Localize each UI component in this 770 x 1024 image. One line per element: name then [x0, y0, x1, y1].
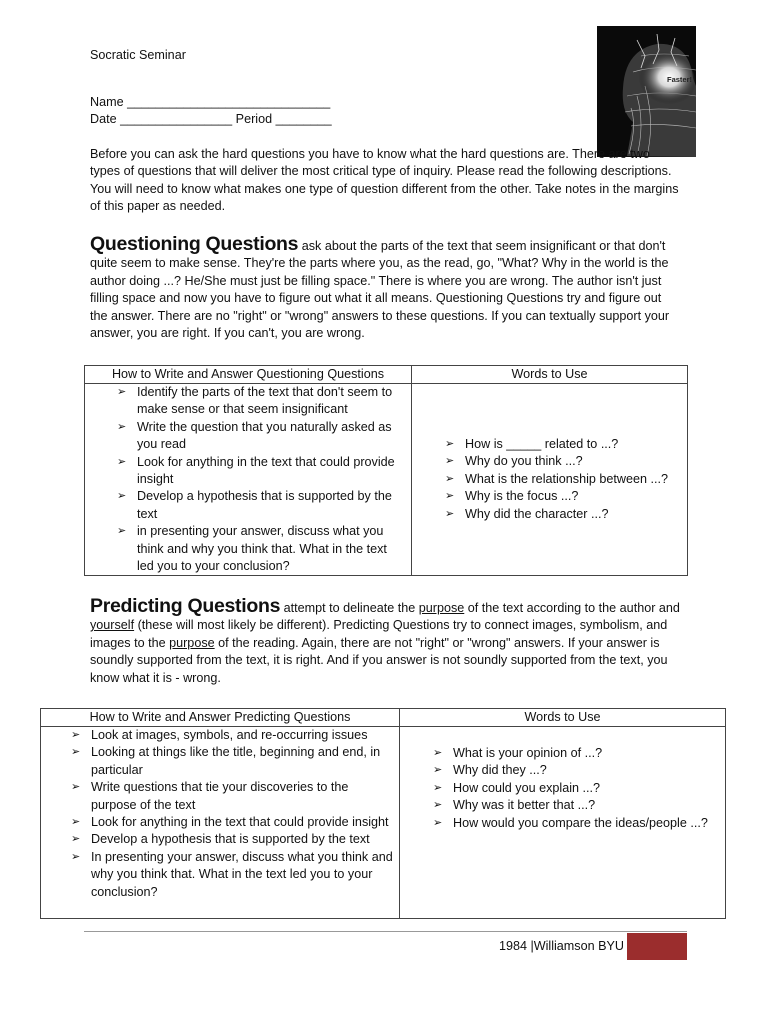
arrowhead-bullet-icon: ➢	[71, 850, 81, 863]
date-label: Date	[90, 112, 121, 126]
list-item: ➢ Look for anything in the text that could provide insight	[67, 814, 393, 831]
arrowhead-bullet-icon: ➢	[433, 764, 443, 777]
period-label: Period	[232, 112, 276, 126]
intro-paragraph: Before you can ask the hard questions you have to know what the hard questions are. There are two types of questions that will deliver the most critical type of inquiry. Please read the following descriptions. You will need to know what makes one type of question different from the other. Take notes in the margins of this paper as needed.	[90, 147, 679, 214]
arrowhead-bullet-icon: ➢	[445, 438, 455, 450]
predicting-table	[40, 708, 726, 919]
list-item: ➢ Look for anything in the text that could provide insight	[117, 454, 395, 487]
list-item: ➢ Looking at things like the title, beginning and end, in particular	[71, 745, 381, 777]
list-item: ➢ Write questions that tie your discoveries to the purpose of the text	[71, 780, 349, 812]
list-item: ➢ What is your opinion of ...?	[429, 745, 723, 762]
arrowhead-bullet-icon: ➢	[117, 525, 127, 538]
footer-rule	[84, 931, 687, 932]
list-item: ➢ Why is the focus ...?	[441, 488, 685, 505]
brain-head-image	[597, 26, 696, 157]
arrowhead-bullet-icon: ➢	[433, 799, 443, 812]
arrowhead-bullet-icon: ➢	[433, 781, 443, 794]
name-field[interactable]	[90, 94, 330, 111]
footer-accent-block	[627, 933, 687, 960]
list-item: ➢ Develop a hypothesis that is supported by the text	[67, 831, 393, 848]
arrowhead-bullet-icon: ➢	[71, 729, 81, 741]
arrowhead-bullet-icon: ➢	[433, 816, 443, 829]
questioning-heading: Questioning Questions	[90, 233, 299, 255]
name-line: _____________________________	[127, 95, 331, 109]
period-line: ________	[275, 112, 332, 126]
list-item: ➢ How could you explain ...?	[429, 780, 723, 797]
list-item: ➢ How is _____ related to ...?	[441, 436, 685, 453]
list-item: ➢ Why did they ...?	[429, 762, 723, 779]
list-item: ➢ How would you compare the ideas/people ...?	[429, 815, 723, 832]
date-period-field[interactable]	[90, 111, 332, 128]
arrowhead-bullet-icon: ➢	[117, 386, 127, 398]
arrowhead-bullet-icon: ➢	[71, 816, 81, 829]
questioning-steps-list	[113, 384, 407, 575]
questioning-words-list	[441, 436, 685, 523]
page-title: Socratic Seminar	[90, 48, 186, 62]
arrowhead-bullet-icon: ➢	[117, 455, 127, 468]
name-label: Name	[90, 95, 128, 109]
list-item: ➢ Why did the character ...?	[441, 506, 685, 523]
list-item: ➢ Write the question that you naturally asked as you read	[117, 419, 392, 452]
arrowhead-bullet-icon: ➢	[117, 420, 127, 433]
predicting-col1-header: How to Write and Answer Predicting Questions	[89, 710, 351, 724]
questioning-text: ask about the parts of the text that seem insignificant or that don't quite seem to make sense. They're the parts where you, as the read, go, "What? Why in the world is the author doing ...? He/She must just be filling space." There is where you are wrong. The author isn't just filling space and now you have to figure out what it all means. Questioning Questions try and figure out the answer. There are no "right" or "wrong" answers to these questions. If you can textually support your answer, you are right. If you can't, you are wrong.	[90, 239, 670, 341]
list-item: ➢ Identify the parts of the text that don't seem to make sense or that seem insignificant	[117, 385, 393, 417]
questioning-col2-header: Words to Use	[511, 367, 588, 381]
predicting-heading: Predicting Questions	[90, 595, 281, 617]
list-item: ➢ What is the relationship between ...?	[441, 471, 685, 488]
arrowhead-bullet-icon: ➢	[445, 455, 455, 468]
list-item: ➢ Look at images, symbols, and re-occurring issues	[67, 727, 393, 744]
arrowhead-bullet-icon: ➢	[71, 746, 81, 759]
brain-text: Faster!	[667, 75, 693, 84]
list-item: ➢ In presenting your answer, discuss what you think and why you think that. What in the text led you to your conclusion?	[71, 849, 393, 899]
questioning-description	[90, 233, 680, 342]
list-item: ➢ Why was it better that ...?	[429, 797, 723, 814]
list-item: ➢ Why do you think ...?	[441, 453, 685, 470]
arrowhead-bullet-icon: ➢	[117, 490, 127, 503]
predicting-words-list	[429, 745, 723, 832]
questioning-table	[84, 365, 688, 576]
arrowhead-bullet-icon: ➢	[71, 781, 81, 794]
arrowhead-bullet-icon: ➢	[445, 490, 455, 503]
predicting-description: Predicting Questions attempt to delineate the purpose of the text according to the author and yourself (these will most likely be different). Predicting Questions try to connect images, symbolism, and images to the purpose of the reading. Again, there are not "right" or "wrong" answers. If your answer is soundly supported from the text, it is right. And if you answer is not soundly supported from the text, you know what it is - wrong.	[90, 595, 680, 685]
predicting-col2-header: Words to Use	[524, 710, 601, 724]
list-item: ➢ in presenting your answer, discuss what you think and why you think that. What in the text led you to your conclusion?	[117, 524, 387, 574]
footer-text: 1984 |Williamson BYU	[498, 939, 624, 953]
predicting-steps-list	[67, 727, 393, 901]
arrowhead-bullet-icon: ➢	[433, 747, 443, 759]
list-item: ➢ Develop a hypothesis that is supported by the text	[117, 489, 392, 521]
arrowhead-bullet-icon: ➢	[71, 833, 81, 846]
questioning-col1-header: How to Write and Answer Questioning Questions	[111, 367, 385, 381]
date-line: ________________	[120, 112, 233, 126]
arrowhead-bullet-icon: ➢	[445, 472, 455, 485]
arrowhead-bullet-icon: ➢	[445, 507, 455, 520]
